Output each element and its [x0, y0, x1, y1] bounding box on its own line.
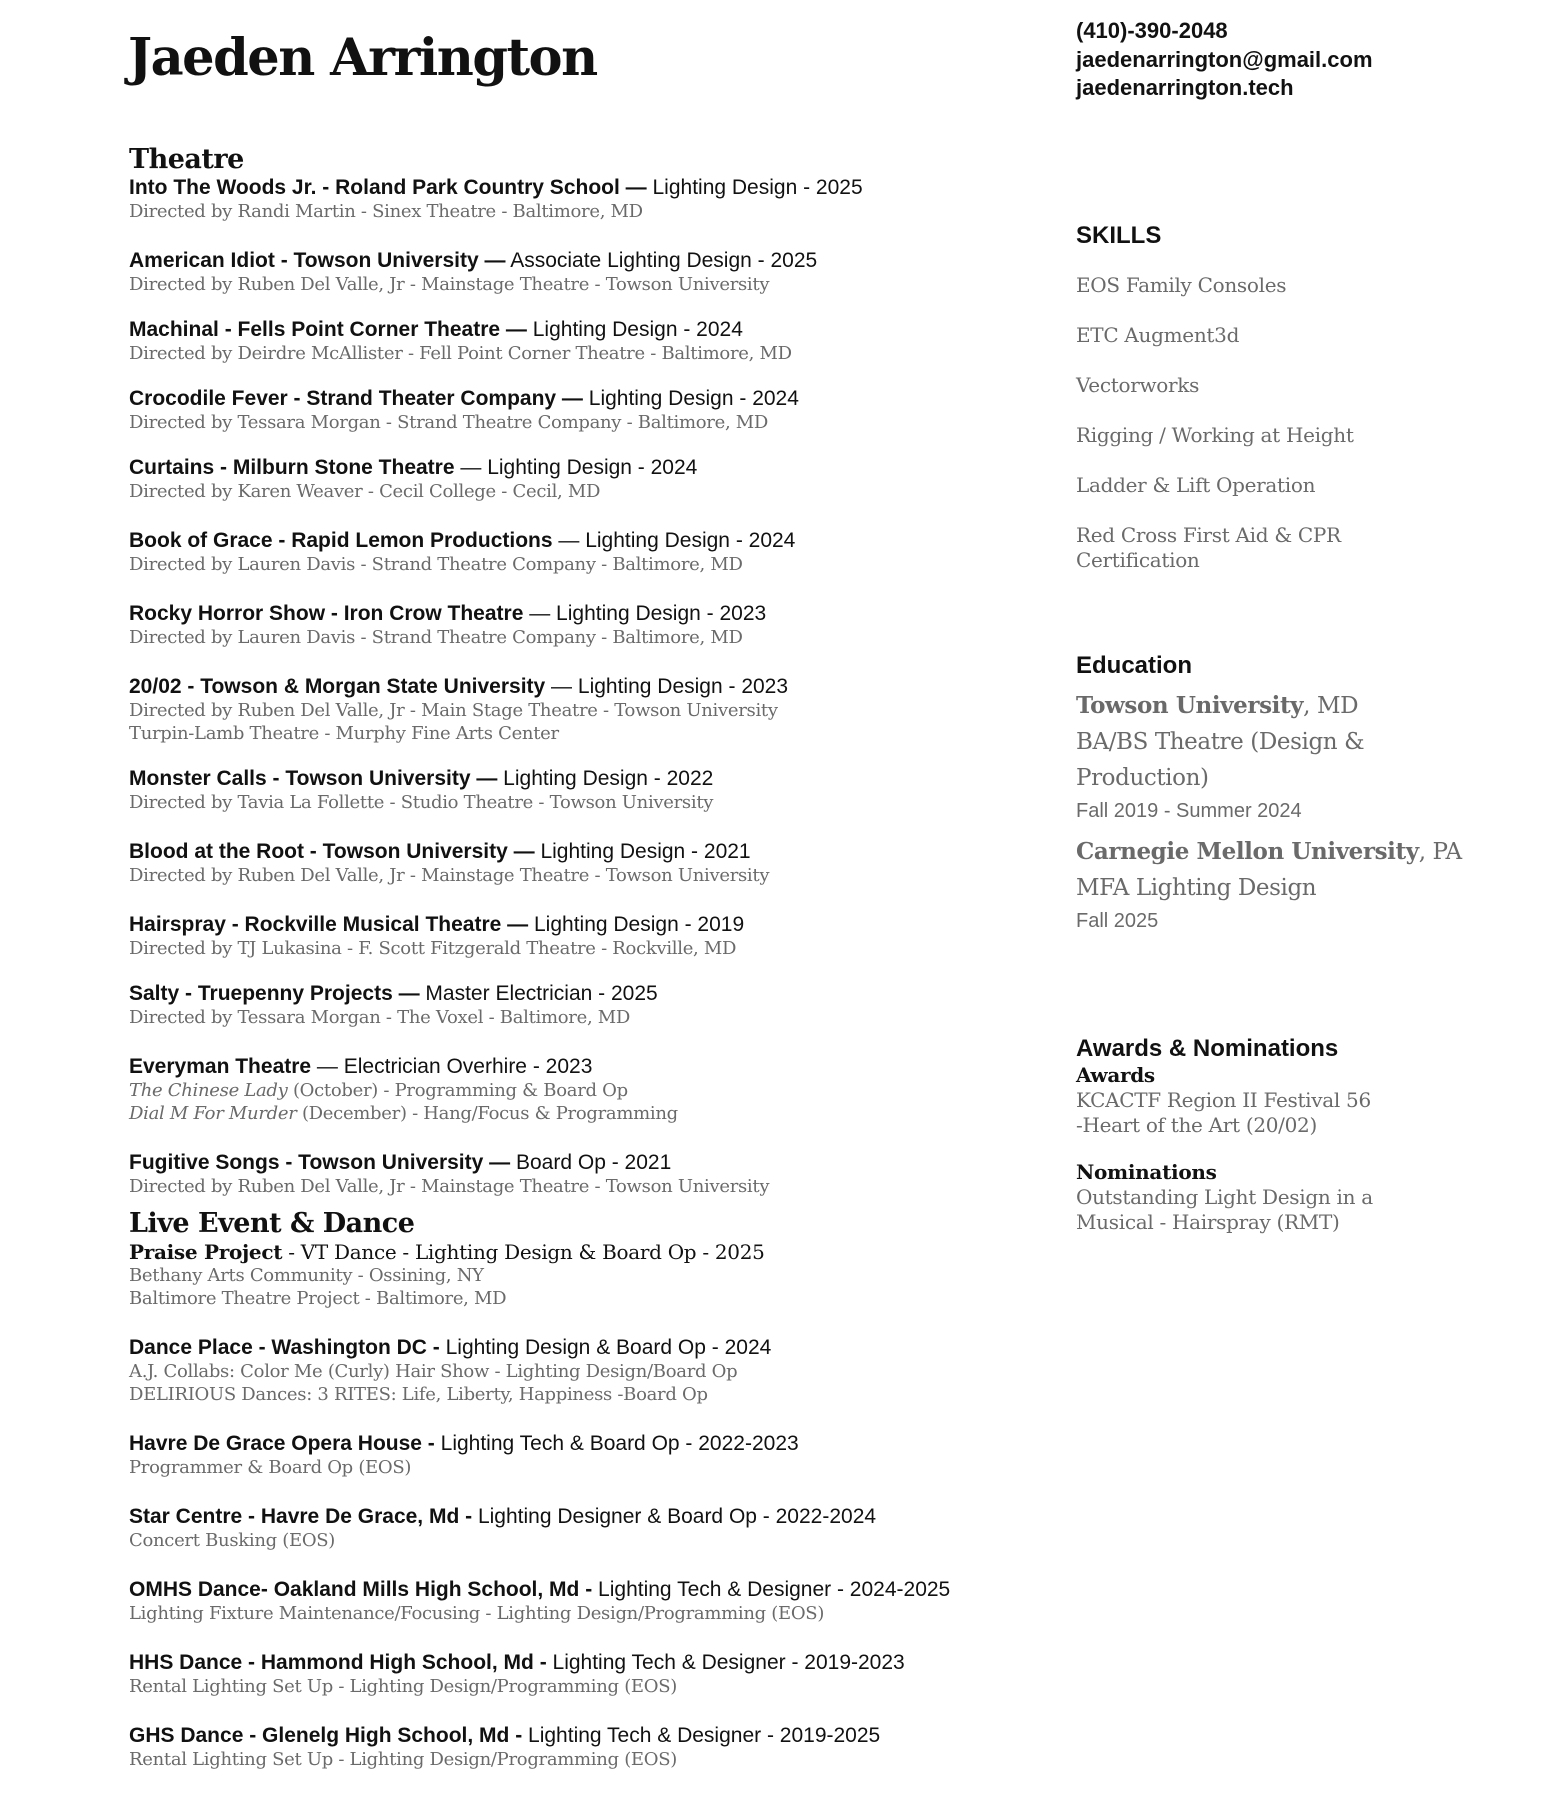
credit-production: Crocodile Fever - Strand Theater Company —	[129, 387, 583, 410]
awards-subheading: Awards	[1076, 1063, 1155, 1087]
nomination-item: Outstanding Light Design in a	[1076, 1185, 1373, 1209]
credit-production: OMHS Dance- Oakland Mills High School, Md -	[129, 1578, 593, 1601]
credit-entry	[129, 1432, 1029, 1479]
credit-role: — Electrician Overhire - 2023	[311, 1055, 593, 1078]
degree: BA/BS Theatre (Design &	[1076, 729, 1365, 755]
education-section	[1076, 652, 1496, 936]
credit-detail: Directed by Ruben Del Valle, Jr - Mainstage Theatre - Towson University	[129, 1176, 770, 1197]
skill-item: Certification	[1076, 548, 1200, 572]
credit-detail: A.J. Collabs: Color Me (Curly) Hair Show - Lighting Design/Board Op	[129, 1361, 738, 1382]
credit-entry	[129, 387, 1029, 434]
credit-detail: Directed by Ruben Del Valle, Jr - Mainstage Theatre - Towson University	[129, 865, 770, 886]
school-name	[1076, 834, 1496, 870]
credit-detail: Concert Busking (EOS)	[129, 1530, 336, 1551]
credit-heading	[129, 840, 1029, 864]
credit-heading	[129, 675, 1029, 699]
credit-production: Hairspray - Rockville Musical Theatre —	[129, 913, 529, 936]
credit-production: Dance Place - Washington DC -	[129, 1336, 440, 1359]
credit-production: Fugitive Songs - Towson University —	[129, 1151, 511, 1174]
skill-item: Rigging / Working at Height	[1076, 423, 1354, 447]
credit-entry	[129, 249, 1029, 296]
website-link[interactable]: jaedenarrington.tech	[1076, 75, 1294, 100]
credit-role: Lighting Tech & Designer - 2019-2023	[546, 1651, 905, 1674]
credit-production: Into The Woods Jr. - Roland Park Country School —	[129, 176, 647, 199]
credit-detail: Turpin-Lamb Theatre - Murphy Fine Arts Center	[129, 723, 559, 744]
credit-production: Havre De Grace Opera House -	[129, 1432, 435, 1455]
credit-heading	[129, 1336, 1029, 1360]
credit-role: Board Op - 2021	[510, 1151, 672, 1174]
credit-entry	[129, 675, 1029, 745]
credit-production: Curtains - Milburn Stone Theatre	[129, 456, 455, 479]
education-heading: Education	[1076, 652, 1193, 679]
credit-heading	[129, 529, 1029, 553]
credit-heading	[129, 249, 1029, 273]
credit-detail: Directed by TJ Lukasina - F. Scott Fitzgerald Theatre - Rockville, MD	[129, 938, 737, 959]
credit-entry	[129, 1651, 1029, 1698]
credit-heading	[129, 913, 1029, 937]
credit-role: - VT Dance - Lighting Design & Board Op - 2025	[282, 1240, 765, 1264]
credit-detail: Directed by Ruben Del Valle, Jr - Main Stage Theatre - Towson University	[129, 700, 778, 721]
credit-role: Lighting Design - 2019	[528, 913, 745, 936]
credit-detail: Lighting Fixture Maintenance/Focusing - Lighting Design/Programming (EOS)	[129, 1603, 825, 1624]
credit-heading	[129, 602, 1029, 626]
credit-role: — Lighting Design - 2023	[523, 602, 767, 625]
award-item: KCACTF Region II Festival 56	[1076, 1088, 1371, 1112]
credit-entry	[129, 1724, 1029, 1771]
credit-production: American Idiot - Towson University —	[129, 249, 506, 272]
contact-block	[1076, 17, 1373, 103]
school-location: , MD	[1303, 693, 1359, 719]
resume-name: Jaeden Arrington	[128, 28, 597, 88]
school-entry	[1076, 834, 1496, 936]
skill-item: ETC Augment3d	[1076, 323, 1240, 347]
credit-detail	[129, 1102, 1029, 1125]
credit-entry	[129, 913, 1029, 960]
credit-role: Lighting Tech & Board Op - 2022-2023	[434, 1432, 799, 1455]
credit-detail: Bethany Arts Community - Ossining, NY	[129, 1265, 484, 1286]
credit-detail: Directed by Tessara Morgan - The Voxel - Baltimore, MD	[129, 1007, 631, 1028]
credit-entry	[129, 840, 1029, 887]
school-name	[1076, 688, 1496, 724]
school-title: Towson University	[1076, 692, 1304, 719]
credit-role: Lighting Design - 2025	[646, 176, 863, 199]
degree: MFA Lighting Design	[1076, 875, 1317, 901]
credit-entry	[129, 456, 1029, 503]
skill-item: EOS Family Consoles	[1076, 273, 1287, 297]
credit-heading	[129, 1724, 1029, 1748]
skill-item: Red Cross First Aid & CPR	[1076, 523, 1341, 547]
credit-production: Monster Calls - Towson University —	[129, 767, 498, 790]
school-title: Carnegie Mellon University	[1076, 838, 1419, 865]
credit-entry	[129, 318, 1029, 365]
credit-heading	[129, 387, 1029, 411]
credit-heading	[129, 1055, 1029, 1079]
award-item: -Heart of the Art (20/02)	[1076, 1113, 1317, 1137]
credit-entry	[129, 1336, 1029, 1406]
credit-heading	[129, 456, 1029, 480]
credit-detail: Baltimore Theatre Project - Baltimore, MD	[129, 1288, 507, 1309]
credit-detail: Rental Lighting Set Up - Lighting Design/Programming (EOS)	[129, 1749, 677, 1770]
credit-entry	[129, 767, 1029, 814]
credit-role: Lighting Tech & Designer - 2019-2025	[522, 1724, 881, 1747]
credit-production: GHS Dance - Glenelg High School, Md -	[129, 1724, 523, 1747]
credit-heading	[129, 767, 1029, 791]
skill-item: Ladder & Lift Operation	[1076, 473, 1316, 497]
credit-heading	[129, 982, 1029, 1006]
credit-heading	[129, 318, 1029, 342]
credit-entry	[129, 1055, 1029, 1125]
credit-heading	[129, 1151, 1029, 1175]
credit-role: Lighting Tech & Designer - 2024-2025	[592, 1578, 951, 1601]
credit-production: Everyman Theatre	[129, 1055, 312, 1078]
credit-heading	[129, 1651, 1029, 1675]
credit-entry	[129, 602, 1029, 649]
credit-detail-text: (December) - Hang/Focus & Programming	[296, 1103, 678, 1124]
credit-detail-text: (October) - Programming & Board Op	[287, 1080, 628, 1101]
credit-production: Machinal - Fells Point Corner Theatre —	[129, 318, 527, 341]
credit-production: Salty - Truepenny Projects —	[129, 982, 420, 1005]
credit-heading	[129, 176, 1029, 200]
awards-heading: Awards & Nominations	[1076, 1035, 1339, 1062]
credit-entry	[129, 529, 1029, 576]
credit-detail: Directed by Ruben Del Valle, Jr - Mainstage Theatre - Towson University	[129, 274, 770, 295]
credit-heading	[129, 1505, 1029, 1529]
credit-role: Lighting Design - 2024	[526, 318, 743, 341]
credit-detail: Programmer & Board Op (EOS)	[129, 1457, 412, 1478]
credit-entry	[129, 1151, 1029, 1198]
credit-role: — Lighting Design - 2023	[545, 675, 789, 698]
credit-role: Lighting Designer & Board Op - 2022-2024	[472, 1505, 877, 1528]
school-dates: Fall 2025	[1076, 910, 1159, 932]
credit-production: HHS Dance - Hammond High School, Md -	[129, 1651, 547, 1674]
credit-detail: Directed by Lauren Davis - Strand Theatre Company - Baltimore, MD	[129, 627, 743, 648]
live-event-heading: Live Event & Dance	[129, 1208, 415, 1239]
credit-production: Blood at the Root - Towson University —	[129, 840, 535, 863]
credit-production: Rocky Horror Show - Iron Crow Theatre	[129, 602, 524, 625]
credit-detail: Directed by Tavia La Follette - Studio Theatre - Towson University	[129, 792, 714, 813]
credit-detail	[129, 1079, 1029, 1102]
credit-entry	[129, 176, 1029, 223]
main-column	[129, 144, 1029, 1771]
credit-role: Lighting Design - 2024	[582, 387, 799, 410]
credit-entry	[129, 1240, 1029, 1310]
degree: Production)	[1076, 765, 1209, 791]
show-title: The Chinese Lady	[129, 1080, 288, 1101]
credit-role: Lighting Design - 2021	[534, 840, 751, 863]
credit-production: 20/02 - Towson & Morgan State University	[129, 675, 546, 698]
credit-role: Master Electrician - 2025	[419, 982, 658, 1005]
nomination-item: Musical - Hairspray (RMT)	[1076, 1210, 1340, 1234]
school-location: , PA	[1418, 839, 1462, 865]
credit-role: Lighting Design - 2022	[497, 767, 714, 790]
credit-production: Book of Grace - Rapid Lemon Productions	[129, 529, 553, 552]
credit-role: — Lighting Design - 2024	[454, 456, 698, 479]
credit-production: Praise Project	[129, 1240, 283, 1264]
credit-detail: Directed by Deirdre McAllister - Fell Point Corner Theatre - Baltimore, MD	[129, 343, 792, 364]
credit-entry	[129, 1578, 1029, 1625]
credit-role: Lighting Design & Board Op - 2024	[439, 1336, 772, 1359]
credit-detail: Rental Lighting Set Up - Lighting Design/Programming (EOS)	[129, 1676, 677, 1697]
credit-detail: Directed by Randi Martin - Sinex Theatre - Baltimore, MD	[129, 201, 643, 222]
school-entry	[1076, 688, 1496, 826]
phone-number: (410)-390-2048	[1076, 18, 1228, 43]
skills-heading: SKILLS	[1076, 222, 1162, 249]
credit-heading	[129, 1578, 1029, 1602]
credit-detail: DELIRIOUS Dances: 3 RITES: Life, Liberty, Happiness -Board Op	[129, 1384, 708, 1405]
credit-production: Star Centre - Havre De Grace, Md -	[129, 1505, 473, 1528]
skill-item: Vectorworks	[1076, 373, 1200, 397]
credit-detail: Directed by Karen Weaver - Cecil College - Cecil, MD	[129, 481, 601, 502]
credit-role: Associate Lighting Design - 2025	[505, 249, 818, 272]
credit-heading	[129, 1432, 1029, 1456]
show-title: Dial M For Murder	[129, 1103, 297, 1124]
credit-detail: Directed by Tessara Morgan - Strand Theatre Company - Baltimore, MD	[129, 412, 769, 433]
credit-role: — Lighting Design - 2024	[552, 529, 796, 552]
email-link[interactable]: jaedenarrington@gmail.com	[1076, 46, 1373, 72]
credit-heading	[129, 1240, 1029, 1264]
nominations-subheading: Nominations	[1076, 1160, 1217, 1184]
credit-entry	[129, 982, 1029, 1029]
skills-section	[1076, 222, 1496, 573]
awards-section	[1076, 1035, 1496, 1235]
school-dates: Fall 2019 - Summer 2024	[1076, 800, 1302, 822]
credit-detail: Directed by Lauren Davis - Strand Theatre Company - Baltimore, MD	[129, 554, 743, 575]
credit-entry	[129, 1505, 1029, 1552]
theatre-heading: Theatre	[129, 144, 244, 175]
